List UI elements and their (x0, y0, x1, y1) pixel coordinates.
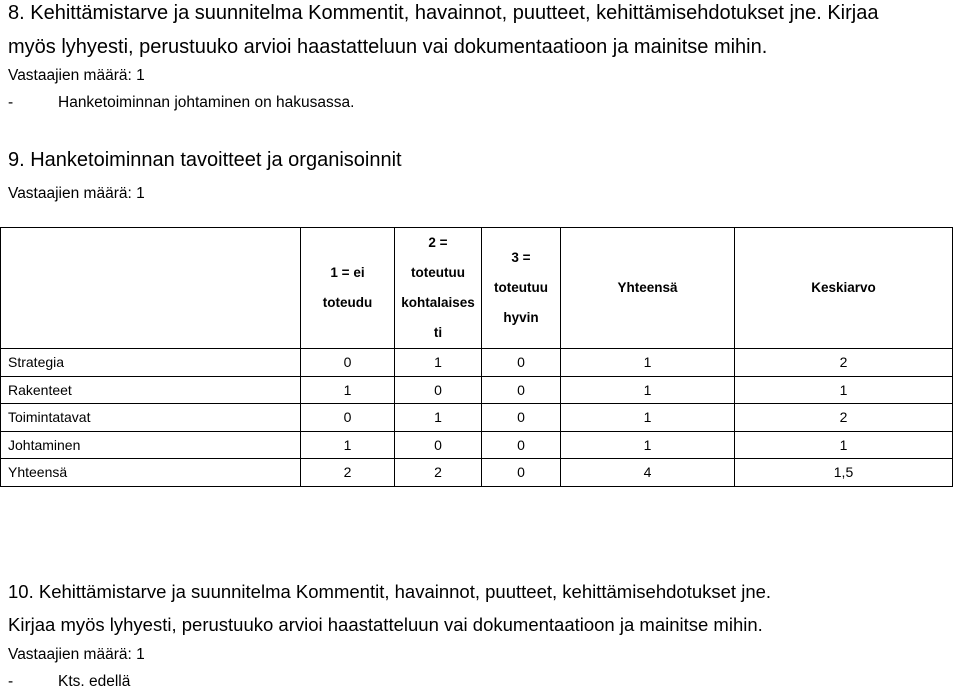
table-row (1, 459, 953, 487)
table-header-text: Yhteensä (617, 280, 678, 295)
section10-respondents: Vastaajien määrä: 1 (8, 646, 145, 663)
value-cell: 1 (735, 376, 953, 404)
section8-answer: Hanketoiminnan johtaminen on hakusassa. (58, 94, 355, 111)
value-cell: 1 (561, 349, 735, 377)
table-row (1, 376, 953, 404)
value-cell: 2 (301, 459, 395, 487)
value-cell: 0 (482, 349, 561, 377)
table-header-text: toteutuu (411, 265, 465, 280)
table-header-text: toteudu (322, 295, 373, 310)
value-cell: 2 (735, 349, 953, 377)
table-header-text: hyvin (503, 310, 539, 325)
table-body (1, 349, 953, 487)
value-cell: 1 (561, 431, 735, 459)
section8-respondents: Vastaajien määrä: 1 (8, 67, 145, 84)
section8-title-line1: 8. Kehittämistarve ja suunnitelma Kommentit, havainnot, puutteet, kehittämisehdotukset jne. Kirjaa (8, 2, 879, 24)
table-row (1, 431, 953, 459)
bullet-dash: - (8, 94, 14, 111)
table-row (1, 404, 953, 432)
section10-answer-item (8, 672, 130, 691)
row-label-cell: Yhteensä (1, 459, 301, 487)
results-table (0, 227, 953, 487)
table-header-cell (482, 228, 561, 349)
value-cell: 2 (395, 459, 482, 487)
section9-respondents: Vastaajien määrä: 1 (8, 185, 145, 202)
value-cell: 0 (301, 349, 395, 377)
value-cell: 1 (301, 376, 395, 404)
section10-answer: Kts. edellä (58, 673, 131, 690)
table-header-row (1, 228, 953, 349)
value-cell: 1 (395, 404, 482, 432)
section8-title-line2: myös lyhyesti, perustuuko arvioi haastatteluun vai dokumentaatioon ja mainitse mihin. (8, 36, 768, 58)
table-header-text: 1 = ei (330, 265, 365, 280)
table-header-cell (735, 228, 953, 349)
value-cell: 1 (735, 431, 953, 459)
table-header-text: 2 = (428, 235, 448, 250)
value-cell: 4 (561, 459, 735, 487)
bullet-dash: - (8, 673, 14, 690)
section9-title: 9. Hanketoiminnan tavoitteet ja organisoinnit (8, 149, 402, 171)
value-cell: 0 (482, 459, 561, 487)
row-label-cell: Rakenteet (1, 376, 301, 404)
table-header-text: toteutuu (494, 280, 548, 295)
table-header-text: kohtalaises (401, 295, 475, 310)
section10-title-line2: Kirjaa myös lyhyesti, perustuuko arvioi haastatteluun vai dokumentaatioon ja mainitse mihin. (8, 614, 763, 635)
row-label-cell: Toimintatavat (1, 404, 301, 432)
table-row (1, 349, 953, 377)
value-cell: 0 (482, 404, 561, 432)
value-cell: 1 (561, 376, 735, 404)
table-header-cell (301, 228, 395, 349)
value-cell: 1 (561, 404, 735, 432)
row-label-cell: Strategia (1, 349, 301, 377)
section8-answer-item (8, 93, 354, 112)
table-header-text: ti (433, 325, 443, 340)
value-cell: 2 (735, 404, 953, 432)
value-cell: 0 (395, 376, 482, 404)
value-cell: 0 (301, 404, 395, 432)
table-header-cell (395, 228, 482, 349)
value-cell: 1 (395, 349, 482, 377)
value-cell: 0 (482, 376, 561, 404)
value-cell: 0 (482, 431, 561, 459)
table-header-cell (1, 228, 301, 349)
section10-title-line1: 10. Kehittämistarve ja suunnitelma Kommentit, havainnot, puutteet, kehittämisehdotukset jne. (8, 581, 772, 602)
table-header-text: Keskiarvo (811, 280, 876, 295)
row-label-cell: Johtaminen (1, 431, 301, 459)
value-cell: 0 (395, 431, 482, 459)
table-header-text: 3 = (511, 250, 531, 265)
value-cell: 1,5 (735, 459, 953, 487)
value-cell: 1 (301, 431, 395, 459)
table-header-cell (561, 228, 735, 349)
